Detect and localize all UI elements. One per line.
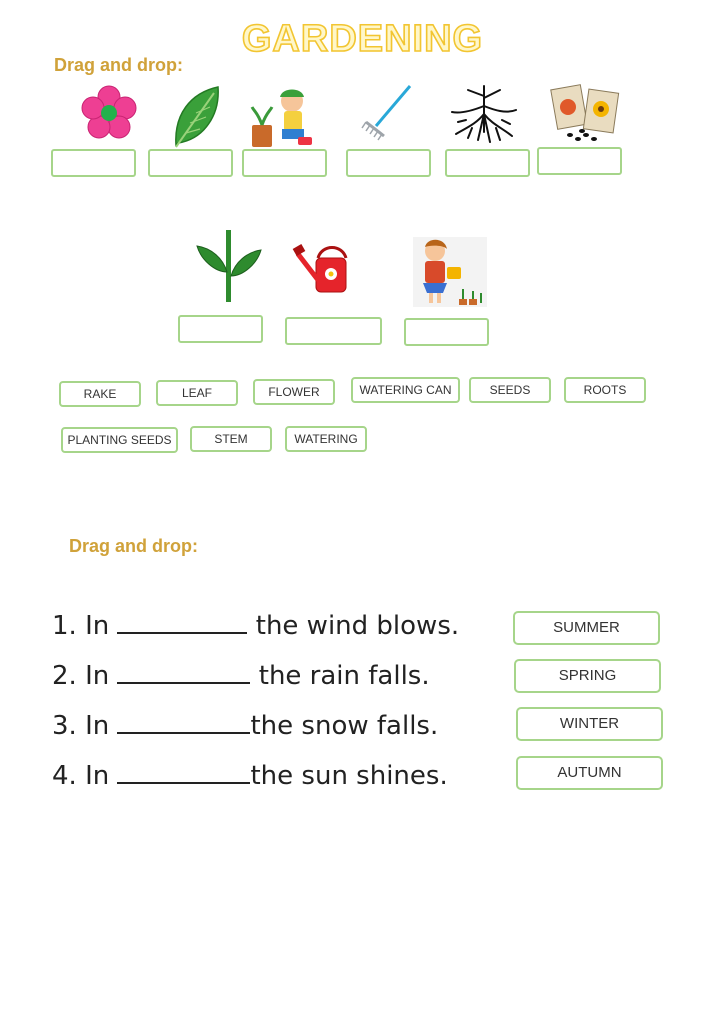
flower-icon bbox=[80, 85, 138, 143]
word-chip-watering[interactable]: WATERING bbox=[285, 426, 367, 452]
season-chip-spring[interactable]: SPRING bbox=[514, 659, 661, 693]
season-chip-winter[interactable]: WINTER bbox=[516, 707, 663, 741]
drop-box-seeds[interactable] bbox=[537, 147, 622, 175]
drop-box-watering[interactable] bbox=[404, 318, 489, 346]
drop-box-rake[interactable] bbox=[346, 149, 431, 177]
word-chip-flower[interactable]: FLOWER bbox=[253, 379, 335, 405]
sentence-2-suffix: the rain falls. bbox=[250, 661, 430, 691]
sentence-3-prefix: 3. In bbox=[52, 711, 110, 741]
girl-watering-plants-icon bbox=[413, 237, 487, 307]
season-chip-summer[interactable]: SUMMER bbox=[513, 611, 660, 645]
drop-box-planting-seeds[interactable] bbox=[242, 149, 327, 177]
sentence-4-blank[interactable] bbox=[117, 764, 250, 784]
sentence-1-blank[interactable] bbox=[117, 614, 247, 634]
drop-box-flower[interactable] bbox=[51, 149, 136, 177]
sentence-4 bbox=[52, 761, 448, 791]
word-chip-leaf[interactable]: LEAF bbox=[156, 380, 238, 406]
drop-box-stem[interactable] bbox=[178, 315, 263, 343]
sentence-4-prefix: 4. In bbox=[52, 761, 110, 791]
word-chip-roots[interactable]: ROOTS bbox=[564, 377, 646, 403]
sentence-2-prefix: 2. In bbox=[52, 661, 110, 691]
sentence-2 bbox=[52, 661, 430, 691]
section1-instruction: Drag and drop: bbox=[54, 55, 183, 75]
drop-box-leaf[interactable] bbox=[148, 149, 233, 177]
sentence-1-prefix: 1. In bbox=[52, 611, 110, 641]
sentence-1-suffix: the wind blows. bbox=[247, 611, 460, 641]
seed-packets-icon bbox=[550, 83, 622, 145]
stem-icon bbox=[195, 228, 263, 304]
drop-box-watering-can[interactable] bbox=[285, 317, 382, 345]
sentence-1 bbox=[52, 611, 459, 641]
word-chip-watering-can[interactable]: WATERING CAN bbox=[351, 377, 460, 403]
sentence-4-suffix: the sun shines. bbox=[250, 761, 448, 791]
word-chip-stem[interactable]: STEM bbox=[190, 426, 272, 452]
section2-instruction: Drag and drop: bbox=[69, 536, 198, 556]
word-chip-rake[interactable]: RAKE bbox=[59, 381, 141, 407]
watering-can-icon bbox=[292, 240, 356, 296]
word-chip-seeds[interactable]: SEEDS bbox=[469, 377, 551, 403]
child-planting-seeds-icon bbox=[248, 85, 316, 151]
season-chip-autumn[interactable]: AUTUMN bbox=[516, 756, 663, 790]
rake-icon bbox=[360, 82, 416, 144]
leaf-icon bbox=[170, 85, 222, 149]
sentence-3-blank[interactable] bbox=[117, 714, 250, 734]
word-chip-planting-seeds[interactable]: PLANTING SEEDS bbox=[61, 427, 178, 453]
sentence-2-blank[interactable] bbox=[117, 664, 250, 684]
page-title: GARDENING bbox=[241, 18, 484, 60]
drop-box-roots[interactable] bbox=[445, 149, 530, 177]
roots-icon bbox=[448, 84, 520, 144]
sentence-3-suffix: the snow falls. bbox=[250, 711, 439, 741]
sentence-3 bbox=[52, 711, 438, 741]
